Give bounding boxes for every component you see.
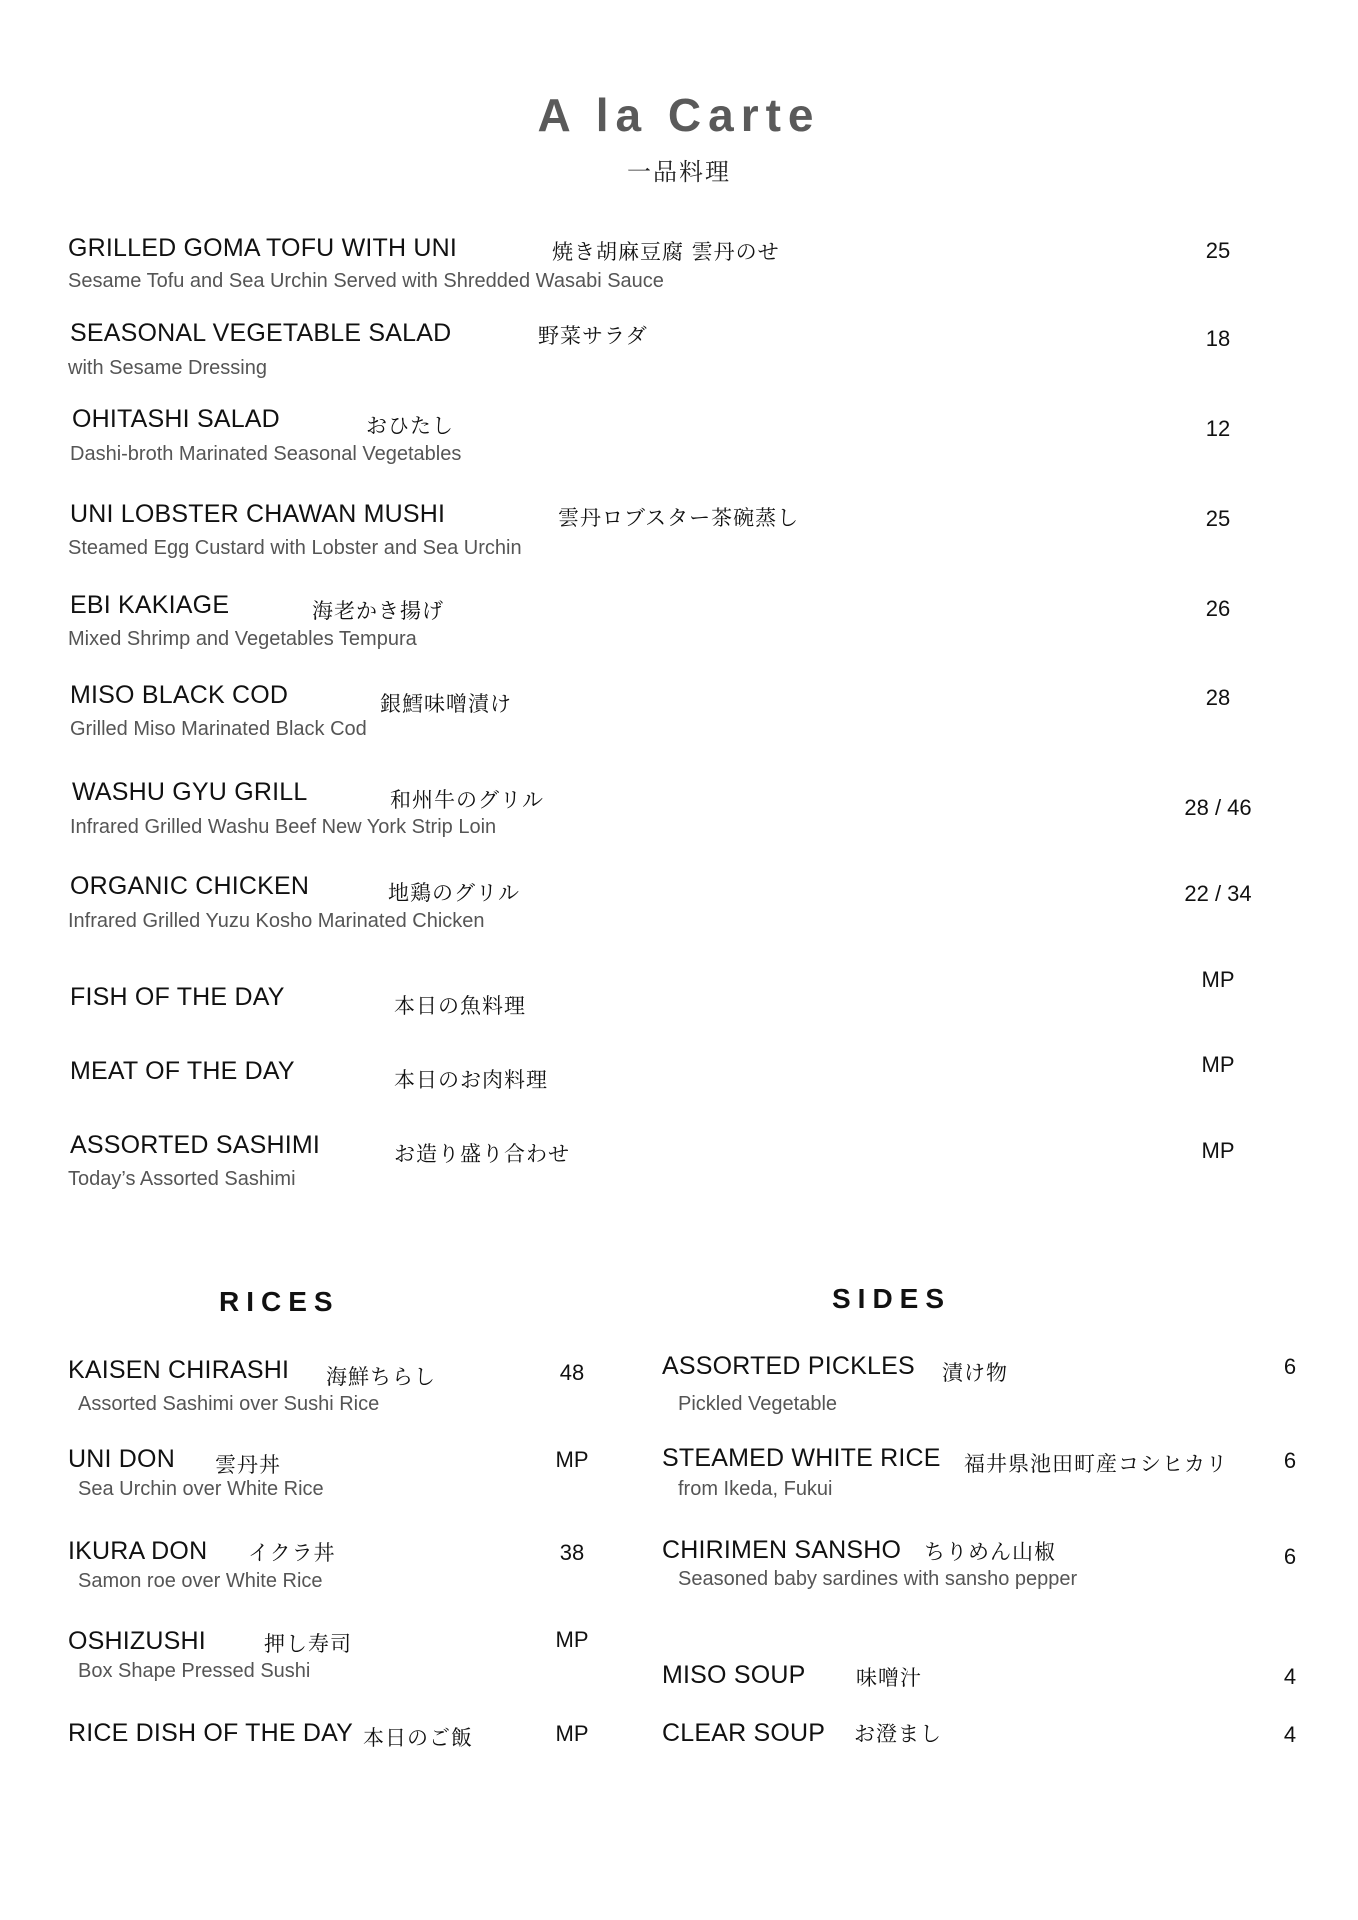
item-price: 25 xyxy=(1205,506,1231,531)
item-description: Today’s Assorted Sashimi xyxy=(68,1168,296,1190)
item-name: KAISEN CHIRASHI xyxy=(68,1356,290,1384)
item-price: MP xyxy=(555,1627,589,1652)
item-japanese-name: 海老かき揚げ xyxy=(312,599,444,623)
item-price: MP xyxy=(1201,1138,1235,1163)
item-description: Mixed Shrimp and Vegetables Tempura xyxy=(68,628,417,650)
item-name: EBI KAKIAGE xyxy=(70,591,230,619)
page-title: A la Carte xyxy=(537,89,821,141)
item-description: Pickled Vegetable xyxy=(678,1393,838,1415)
rices-heading: RICES xyxy=(219,1286,340,1317)
item-price: 12 xyxy=(1205,416,1231,441)
item-name: CHIRIMEN SANSHO xyxy=(662,1536,902,1564)
item-price: 6 xyxy=(1283,1448,1297,1473)
item-japanese-name: 雲丹丼 xyxy=(215,1453,281,1477)
item-description: Assorted Sashimi over Sushi Rice xyxy=(78,1393,380,1415)
item-price: MP xyxy=(555,1447,589,1472)
item-japanese-name: 和州牛のグリル xyxy=(390,788,544,812)
item-japanese-name: おひたし xyxy=(366,414,454,438)
item-name: MISO BLACK COD xyxy=(70,681,289,709)
item-price: MP xyxy=(1201,967,1235,992)
item-japanese-name: 雲丹ロブスター茶碗蒸し xyxy=(558,506,800,530)
item-description: Box Shape Pressed Sushi xyxy=(78,1660,311,1682)
item-name: RICE DISH OF THE DAY xyxy=(68,1719,354,1747)
item-name: IKURA DON xyxy=(68,1537,208,1565)
item-name: FISH OF THE DAY xyxy=(70,983,285,1011)
item-price: MP xyxy=(1201,1052,1235,1077)
sides-heading: SIDES xyxy=(832,1283,952,1314)
item-japanese-name: ちりめん山椒 xyxy=(924,1540,1056,1564)
item-price: 18 xyxy=(1205,326,1231,351)
item-price: 6 xyxy=(1283,1354,1297,1379)
item-name: CLEAR SOUP xyxy=(662,1719,826,1747)
item-price: 28 xyxy=(1205,685,1231,710)
item-description: Dashi-broth Marinated Seasonal Vegetables xyxy=(70,443,462,465)
item-name: WASHU GYU GRILL xyxy=(72,778,308,806)
item-name: UNI DON xyxy=(68,1445,175,1473)
item-japanese-name: 押し寿司 xyxy=(264,1632,352,1656)
item-japanese-name: イクラ丼 xyxy=(248,1541,336,1565)
item-japanese-name: 銀鱈味噌漬け xyxy=(380,692,512,716)
item-japanese-name: 地鶏のグリル xyxy=(388,881,520,905)
item-description: from Ikeda, Fukui xyxy=(678,1478,833,1500)
item-name: ORGANIC CHICKEN xyxy=(70,872,310,900)
page-subtitle-japanese: 一品料理 xyxy=(627,158,731,186)
item-name: GRILLED GOMA TOFU WITH UNI xyxy=(68,234,458,262)
item-name: MISO SOUP xyxy=(662,1661,806,1689)
item-name: OSHIZUSHI xyxy=(68,1627,206,1655)
item-price: 38 xyxy=(559,1540,585,1565)
item-price: 28 / 46 xyxy=(1184,795,1252,820)
item-name: SEASONAL VEGETABLE SALAD xyxy=(70,319,452,347)
item-price: 6 xyxy=(1283,1544,1297,1569)
item-japanese-name: 福井県池田町産コシヒカリ xyxy=(964,1452,1228,1476)
item-price: 22 / 34 xyxy=(1184,881,1252,906)
item-japanese-name: 漬け物 xyxy=(942,1361,1008,1385)
item-name: UNI LOBSTER CHAWAN MUSHI xyxy=(70,500,446,528)
item-price: 48 xyxy=(559,1360,585,1385)
item-description: Seasoned baby sardines with sansho pepper xyxy=(678,1568,1078,1590)
item-description: Infrared Grilled Yuzu Kosho Marinated Chicken xyxy=(68,910,485,932)
item-description: Samon roe over White Rice xyxy=(78,1570,323,1592)
item-price: MP xyxy=(555,1721,589,1746)
item-price: 4 xyxy=(1283,1722,1297,1747)
item-description: Sesame Tofu and Sea Urchin Served with Shredded Wasabi Sauce xyxy=(68,270,664,292)
item-japanese-name: お澄まし xyxy=(854,1722,942,1746)
item-description: Steamed Egg Custard with Lobster and Sea Urchin xyxy=(68,537,522,559)
item-japanese-name: 本日のご飯 xyxy=(363,1726,473,1750)
item-japanese-name: 本日のお肉料理 xyxy=(394,1068,548,1092)
item-description: Grilled Miso Marinated Black Cod xyxy=(70,718,367,740)
item-description: Infrared Grilled Washu Beef New York Strip Loin xyxy=(70,816,497,838)
item-name: ASSORTED SASHIMI xyxy=(70,1131,321,1159)
item-price: 4 xyxy=(1283,1664,1297,1689)
item-japanese-name: 海鮮ちらし xyxy=(326,1365,436,1389)
item-price: 25 xyxy=(1205,238,1231,263)
item-japanese-name: 味噌汁 xyxy=(856,1666,922,1690)
item-description: with Sesame Dressing xyxy=(68,357,267,379)
item-description: Sea Urchin over White Rice xyxy=(78,1478,324,1500)
item-japanese-name: お造り盛り合わせ xyxy=(394,1142,570,1166)
item-name: OHITASHI SALAD xyxy=(72,405,280,433)
item-price: 26 xyxy=(1205,596,1231,621)
item-japanese-name: 野菜サラダ xyxy=(538,324,648,348)
item-name: STEAMED WHITE RICE xyxy=(662,1444,941,1472)
item-name: MEAT OF THE DAY xyxy=(70,1057,295,1085)
item-japanese-name: 焼き胡麻豆腐 雲丹のせ xyxy=(552,240,780,264)
item-japanese-name: 本日の魚料理 xyxy=(394,994,526,1018)
item-name: ASSORTED PICKLES xyxy=(662,1352,915,1380)
